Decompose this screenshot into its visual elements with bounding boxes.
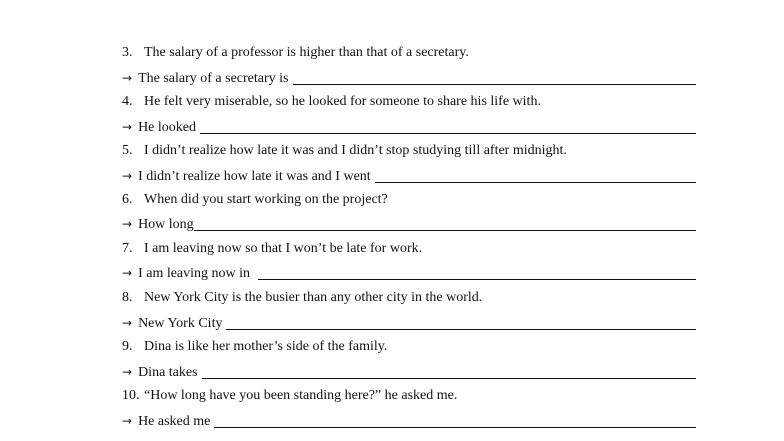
arrow-icon: → xyxy=(122,414,133,428)
answer-blank[interactable] xyxy=(375,168,696,183)
answer-prefix: Dina takes xyxy=(138,365,198,380)
question-text: I didn’t realize how late it was and I didn’t stop studying till after midnight. xyxy=(144,143,567,158)
question-number: 3. xyxy=(122,45,133,60)
answer-5 xyxy=(122,165,696,187)
arrow-icon: → xyxy=(122,71,133,85)
answer-blank[interactable] xyxy=(200,119,696,134)
arrow-icon: → xyxy=(122,120,133,134)
answer-blank[interactable] xyxy=(258,265,696,280)
answer-prefix: How long xyxy=(138,217,194,232)
arrow-icon: → xyxy=(122,266,133,280)
question-number: 6. xyxy=(122,192,133,207)
question-text: Dina is like her mother’s side of the family. xyxy=(144,339,388,354)
answer-prefix: The salary of a secretary is xyxy=(138,71,289,86)
arrow-icon: → xyxy=(122,365,133,379)
question-number: 9. xyxy=(122,339,133,354)
answer-3 xyxy=(122,67,696,89)
answer-blank[interactable] xyxy=(214,413,696,428)
answer-prefix: He asked me xyxy=(138,414,211,429)
answer-prefix: New York City xyxy=(138,316,223,331)
answer-6 xyxy=(122,213,696,235)
question-number: 8. xyxy=(122,290,133,305)
question-3 xyxy=(122,42,696,64)
question-9 xyxy=(122,336,696,358)
question-number: 10. xyxy=(122,388,140,403)
question-8 xyxy=(122,287,696,309)
question-text: He felt very miserable, so he looked for someone to share his life with. xyxy=(144,94,541,109)
question-text: The salary of a professor is higher than that of a secretary. xyxy=(144,45,469,60)
answer-blank[interactable] xyxy=(226,315,696,330)
question-7 xyxy=(122,238,696,260)
question-number: 7. xyxy=(122,241,133,256)
answer-9 xyxy=(122,361,696,383)
question-6 xyxy=(122,189,696,211)
arrow-icon: → xyxy=(122,169,133,183)
answer-blank[interactable] xyxy=(293,70,697,85)
answer-prefix: I didn’t realize how late it was and I went xyxy=(138,169,371,184)
answer-10 xyxy=(122,410,696,432)
answer-prefix: I am leaving now in xyxy=(138,266,251,281)
answer-prefix: He looked xyxy=(138,120,196,135)
question-5 xyxy=(122,140,696,162)
arrow-icon: → xyxy=(122,316,133,330)
question-10 xyxy=(122,385,696,407)
question-number: 5. xyxy=(122,143,133,158)
answer-7 xyxy=(122,262,696,284)
answer-4 xyxy=(122,116,696,138)
answer-8 xyxy=(122,312,696,334)
question-text: New York City is the busier than any other city in the world. xyxy=(144,290,483,305)
answer-blank[interactable] xyxy=(194,216,696,231)
question-text: When did you start working on the project? xyxy=(144,192,388,207)
question-number: 4. xyxy=(122,94,133,109)
question-4 xyxy=(122,91,696,113)
arrow-icon: → xyxy=(122,217,133,231)
question-text: I am leaving now so that I won’t be late for work. xyxy=(144,241,423,256)
answer-blank[interactable] xyxy=(202,364,696,379)
question-text: “How long have you been standing here?” he asked me. xyxy=(144,388,458,403)
